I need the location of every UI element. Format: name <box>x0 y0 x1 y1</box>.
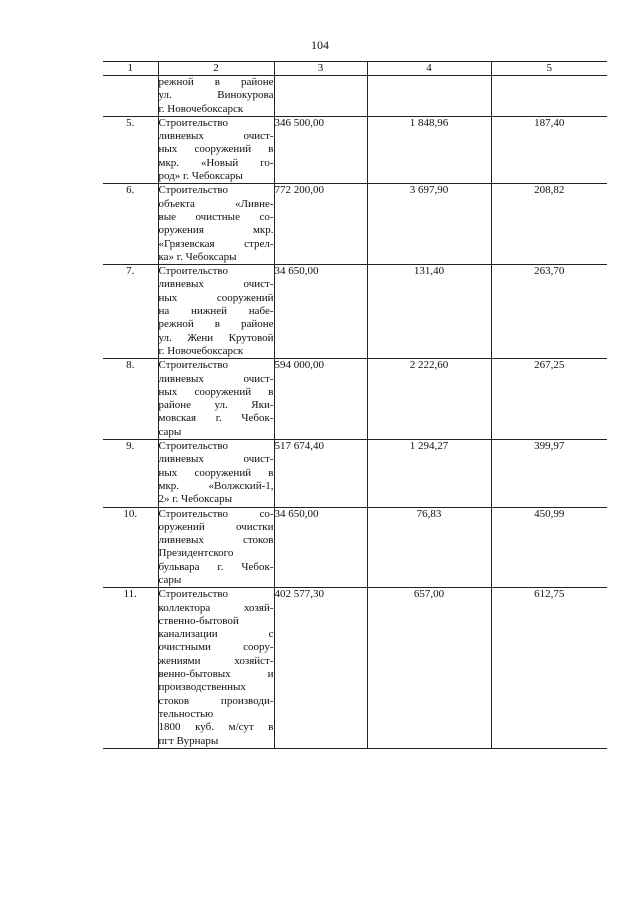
table-row <box>103 440 607 507</box>
cost-value: 517 674,40 <box>274 440 367 507</box>
capacity-value: 1 848,96 <box>367 116 491 183</box>
description-line: г. Новочебоксарск <box>158 344 244 357</box>
description-line: ул. Жени Крутовой <box>158 331 274 344</box>
description-line: мкр. «Волжский-1, <box>158 479 274 492</box>
description-line: ливневых стоков <box>158 534 274 547</box>
description-line: тельностью <box>158 707 214 720</box>
description-line: Строительство <box>158 265 229 278</box>
row-description <box>158 359 274 440</box>
description-line: 2» г. Чебоксары <box>158 493 233 506</box>
table-row <box>103 116 607 183</box>
description-line: ных сооружений <box>158 291 274 304</box>
row-description <box>158 440 274 507</box>
description-line: мкр. «Новый го- <box>158 156 274 169</box>
row-description <box>158 588 274 749</box>
description-line: сары <box>158 425 182 438</box>
cost-value <box>274 76 367 117</box>
table-row <box>103 184 607 265</box>
description-line: режной в районе <box>158 318 274 331</box>
description-line: г. Новочебоксарск <box>158 102 244 115</box>
description-line: ливневых очист- <box>158 453 274 466</box>
description-line: на нижней набе- <box>158 305 274 318</box>
capacity-value: 2 222,60 <box>367 359 491 440</box>
unit-cost-value: 263,70 <box>491 265 607 359</box>
description-line: «Грязевская стрел- <box>158 237 274 250</box>
description-line: ных сооружений в <box>158 143 274 156</box>
description-line: Строительство со- <box>158 507 274 520</box>
unit-cost-value <box>491 76 607 117</box>
table-row <box>103 588 607 749</box>
description-line: Строительство <box>158 440 229 453</box>
row-description <box>158 265 274 359</box>
row-number: 6. <box>103 184 158 265</box>
description-line: Строительство <box>158 359 229 372</box>
description-line: венно-бытовых и <box>158 668 274 681</box>
header-cell-5: 5 <box>491 62 607 76</box>
description-line: жениями хозяйст- <box>158 654 274 667</box>
capacity-value: 1 294,27 <box>367 440 491 507</box>
description-line: канализации с <box>158 628 274 641</box>
description-line: ливневых очист- <box>158 130 274 143</box>
capacity-value <box>367 76 491 117</box>
cost-value: 34 650,00 <box>274 265 367 359</box>
description-line: ка» г. Чебоксары <box>158 250 237 263</box>
row-number: 11. <box>103 588 158 749</box>
description-line: районе ул. Яки- <box>158 399 274 412</box>
cost-value: 772 200,00 <box>274 184 367 265</box>
header-cell-3: 3 <box>274 62 367 76</box>
description-line: вые очистные со- <box>158 210 274 223</box>
description-line: ственно-бытовой <box>158 614 239 627</box>
description-line: ул. Винокурова <box>158 89 274 102</box>
description-line: ных сооружений в <box>158 385 274 398</box>
description-line: ливневых очист- <box>158 372 274 385</box>
cost-value: 346 500,00 <box>274 116 367 183</box>
description-line: Строительство <box>158 588 229 601</box>
capacity-value: 131,40 <box>367 265 491 359</box>
description-line: бульвара г. Чебок- <box>158 560 274 573</box>
description-line: объекта «Ливне- <box>158 197 274 210</box>
capacity-value: 3 697,90 <box>367 184 491 265</box>
description-line: очистными соору- <box>158 641 274 654</box>
cost-value: 402 577,30 <box>274 588 367 749</box>
unit-cost-value: 208,82 <box>491 184 607 265</box>
unit-cost-value: 267,25 <box>491 359 607 440</box>
capacity-value: 76,83 <box>367 507 491 588</box>
data-table <box>103 61 607 749</box>
description-line: оружения мкр. <box>158 224 274 237</box>
cost-value: 594 000,00 <box>274 359 367 440</box>
description-line: род» г. Чебоксары <box>158 170 243 183</box>
row-number: 10. <box>103 507 158 588</box>
row-description <box>158 116 274 183</box>
description-line: ных сооружений в <box>158 466 274 479</box>
description-line: Строительство <box>158 184 229 197</box>
description-line: пгт Вурнары <box>158 734 219 747</box>
row-number: 9. <box>103 440 158 507</box>
row-number: 5. <box>103 116 158 183</box>
description-line: производственных <box>158 681 246 694</box>
table-row <box>103 359 607 440</box>
header-cell-1: 1 <box>103 62 158 76</box>
table-row <box>103 265 607 359</box>
row-number <box>103 76 158 117</box>
unit-cost-value: 399,97 <box>491 440 607 507</box>
header-cell-2: 2 <box>158 62 274 76</box>
description-line: режной в районе <box>158 76 274 88</box>
table-header-row <box>103 62 607 76</box>
row-number: 8. <box>103 359 158 440</box>
description-line: Строительство <box>158 116 229 129</box>
description-line: мовская г. Чебок- <box>158 412 274 425</box>
table-row <box>103 507 607 588</box>
row-description <box>158 76 274 117</box>
description-line: оружений очистки <box>158 520 274 533</box>
description-line: 1800 куб. м/сут в <box>158 721 274 734</box>
description-line: Президентского <box>158 547 234 560</box>
description-line: стоков производи- <box>158 694 274 707</box>
description-line: сары <box>158 573 182 586</box>
row-description <box>158 184 274 265</box>
table-row <box>103 76 607 117</box>
header-cell-4: 4 <box>367 62 491 76</box>
description-line: ливневых очист- <box>158 278 274 291</box>
row-number: 7. <box>103 265 158 359</box>
unit-cost-value: 187,40 <box>491 116 607 183</box>
capacity-value: 657,00 <box>367 588 491 749</box>
row-description <box>158 507 274 588</box>
description-line: коллектора хозяй- <box>158 601 274 614</box>
cost-value: 34 650,00 <box>274 507 367 588</box>
page-number: 104 <box>311 38 329 52</box>
unit-cost-value: 450,99 <box>491 507 607 588</box>
unit-cost-value: 612,75 <box>491 588 607 749</box>
